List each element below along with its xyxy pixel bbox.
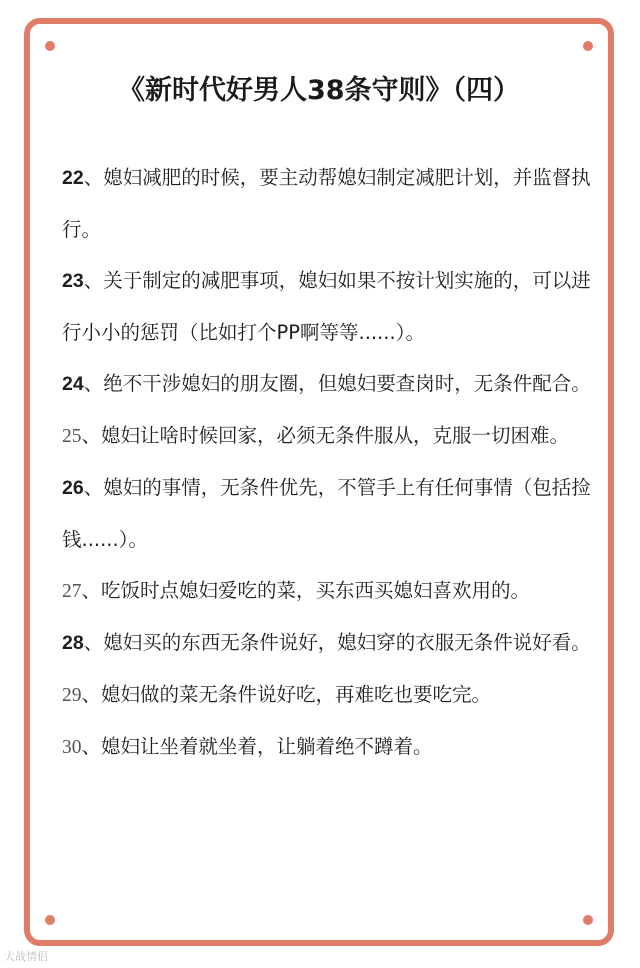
rule-number: 26 [62,477,84,499]
rule-separator: 、 [81,424,102,447]
rule-text: 媳妇做的菜无条件说好吃，再难吃也要吃完。 [101,683,492,706]
rule-text: 媳妇买的东西无条件说好，媳妇穿的衣服无条件说好看。 [103,631,591,654]
rule-item-22 [62,152,602,255]
watermark: 大战情侣 [4,950,48,963]
rules-list [62,152,602,773]
page-title: 《新时代好男人38条守则》（四） [117,75,521,106]
rule-separator: 、 [81,735,102,758]
rule-number: 24 [62,373,84,395]
rule-item-23 [62,255,602,358]
rules-card [24,18,614,946]
rule-separator: 、 [81,579,102,602]
rule-item-24 [62,358,602,410]
corner-dot-bottom-right [583,915,593,925]
rule-text: 媳妇减肥的时候，要主动帮媳妇制定减肥计划，并监督执行。 [62,166,591,241]
rule-number: 22 [62,167,84,189]
rule-number: 30 [62,737,82,758]
rule-number: 23 [62,270,84,292]
rule-item-30 [62,721,602,773]
rule-separator: 、 [83,476,104,499]
rule-item-27 [62,565,602,617]
rule-text: 绝不干涉媳妇的朋友圈，但媳妇要查岗时，无条件配合。 [103,372,591,395]
rule-number: 27 [62,581,82,602]
rule-text: 关于制定的减肥事项，媳妇如果不按计划实施的，可以进行小小的惩罚（比如打个PP啊等等......）。 [62,269,591,344]
corner-dot-bottom-left [45,915,55,925]
rule-number: 25 [62,426,82,447]
rule-text: 吃饭时点媳妇爱吃的菜，买东西买媳妇喜欢用的。 [101,579,531,602]
rule-separator: 、 [83,269,104,292]
rule-number: 29 [62,685,82,706]
rule-text: 媳妇让啥时候回家，必须无条件服从，克服一切困难。 [101,424,570,447]
rule-separator: 、 [83,372,104,395]
rule-separator: 、 [83,166,104,189]
corner-dot-top-right [583,41,593,51]
rule-item-29 [62,669,602,721]
corner-dot-top-left [45,41,55,51]
rule-text: 媳妇让坐着就坐着，让躺着绝不蹲着。 [101,735,433,758]
rule-item-25 [62,410,602,462]
rule-item-26 [62,462,602,565]
rule-number: 28 [62,632,84,654]
rule-item-28 [62,617,602,669]
rule-separator: 、 [83,631,104,654]
rule-separator: 、 [81,683,102,706]
rule-text: 媳妇的事情，无条件优先，不管手上有任何事情（包括捡钱......）。 [62,476,591,551]
